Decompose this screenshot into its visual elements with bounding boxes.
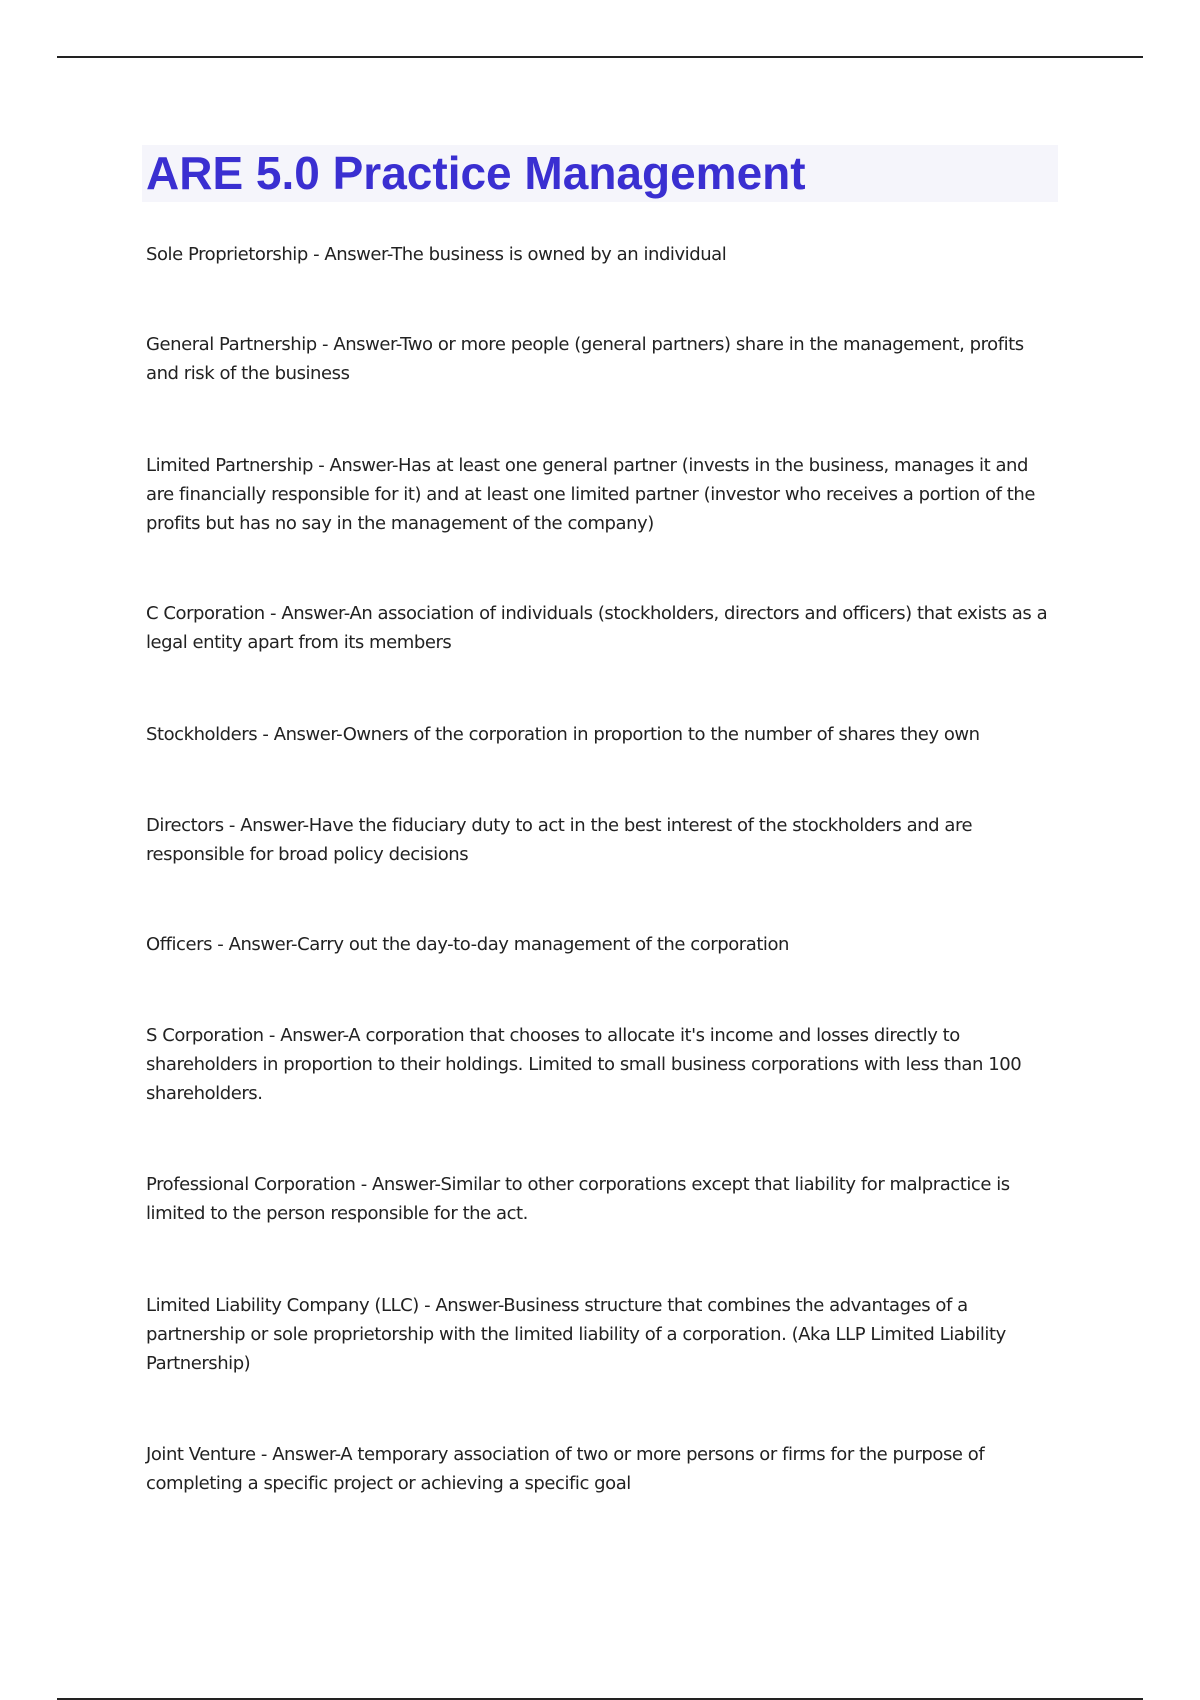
flashcard-entry-limited-partnership: Limited Partnership - Answer-Has at least one general partner (invests in the business, manages it and are financially responsible for it) and at least one limited partner (investor who receives a portion of the profits but has no say in the management of the company)	[146, 455, 1035, 534]
flashcard-entry-professional-corporation: Professional Corporation - Answer-Similar to other corporations except that liability for malpractice is limited to the person responsible for the act.	[146, 1174, 1010, 1224]
top-rule	[57, 56, 1143, 58]
flashcard-entry-s-corporation: S Corporation - Answer-A corporation that chooses to allocate it's income and losses directly to shareholders in proportion to their holdings. Limited to small business corporations with less than 100 shareholders.	[146, 1025, 1022, 1104]
title-banner	[142, 145, 1058, 202]
flashcard-entry-joint-venture: Joint Venture - Answer-A temporary association of two or more persons or firms for the purpose of completing a specific project or achieving a specific goal	[146, 1444, 985, 1494]
page-title: ARE 5.0 Practice Management	[146, 147, 806, 199]
flashcard-entry-general-partnership: General Partnership - Answer-Two or more people (general partners) share in the management, profits and risk of the business	[146, 334, 1024, 384]
flashcard-entry-c-corporation: C Corporation - Answer-An association of individuals (stockholders, directors and officers) that exists as a legal entity apart from its members	[146, 603, 1048, 653]
flashcard-entry-officers: Officers - Answer-Carry out the day-to-day management of the corporation	[146, 934, 789, 955]
flashcard-entry-directors: Directors - Answer-Have the fiduciary duty to act in the best interest of the stockholders and are responsible for broad policy decisions	[146, 815, 973, 865]
flashcard-entry-sole-proprietorship: Sole Proprietorship - Answer-The business is owned by an individual	[146, 244, 727, 265]
flashcard-entry-llc: Limited Liability Company (LLC) - Answer-Business structure that combines the advantages of a partnership or sole proprietorship with the limited liability of a corporation. (Aka LLP Limited Liability Partnership)	[146, 1295, 1006, 1374]
flashcard-entry-stockholders: Stockholders - Answer-Owners of the corporation in proportion to the number of shares they own	[146, 724, 980, 745]
